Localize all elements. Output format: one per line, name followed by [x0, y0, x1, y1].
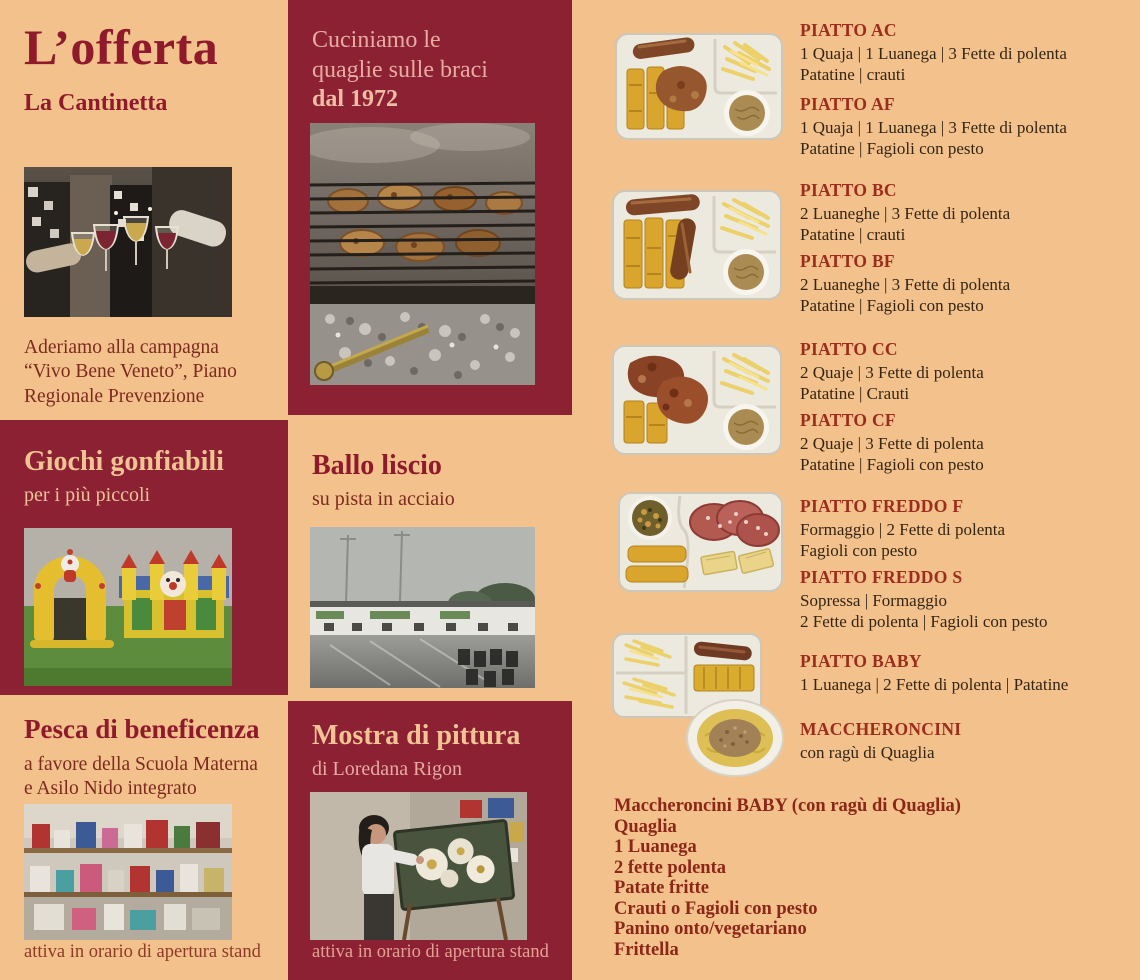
piatto-cc-photo: [612, 345, 782, 455]
extra-item: 1 Luanega: [614, 837, 697, 857]
mostra-photo: [310, 792, 527, 940]
extra-items-list: [614, 796, 1134, 960]
menu-item-piatto-ac: [800, 20, 1140, 85]
ballo-photo: [310, 527, 535, 688]
giochi-heading: Giochi gonfiabili: [24, 446, 224, 477]
menu-item-desc: 1 Quaja | 1 Luanega | 3 Fette di polenta: [800, 118, 1067, 137]
menu-item-desc: Patatine | crauti: [800, 224, 906, 244]
menu-item-name: PIATTO CC: [800, 339, 898, 359]
mostra-sub: di Loredana Rigon: [312, 758, 462, 780]
menu-item-desc: 1 Luanega | 2 Fette di polenta | Patatine: [800, 675, 1069, 694]
menu-item-piatto-bf: [800, 251, 1140, 316]
maccheroncini-photo: [685, 698, 785, 778]
menu-item-desc: 2 Quaje | 3 Fette di polenta: [800, 434, 984, 453]
extra-item: Frittella: [614, 939, 679, 960]
menu-item-desc: Patatine | Fagioli con pesto: [800, 295, 984, 315]
menu-item-piatto-af: [800, 94, 1140, 159]
menu-item-desc: 2 Luaneghe | 3 Fette di polenta: [800, 204, 1011, 223]
extra-item: Patate fritte: [614, 878, 710, 898]
menu-item-desc: Patatine | Crauti: [800, 383, 910, 403]
pesca-sub-line1: a favore della Scuola Materna: [24, 754, 258, 775]
extra-item: Panino onto/vegetariano: [614, 919, 807, 939]
piatto-freddo-photo: [618, 492, 783, 592]
menu-item-piatto-baby: [800, 651, 1140, 696]
mostra-caption: attiva in orario di apertura stand: [312, 942, 549, 962]
pesca-sub-line2: e Asilo Nido integrato: [24, 778, 197, 799]
menu-item-desc: Formaggio | 2 Fette di polenta: [800, 520, 1006, 539]
menu-item-desc: Sopressa | Formaggio: [800, 591, 947, 610]
menu-item-maccheroncini: [800, 719, 1140, 764]
campaign-note: [24, 336, 237, 409]
menu-item-piatto-cf: [800, 410, 1140, 475]
menu-item-desc: 2 Luaneghe | 3 Fette di polenta: [800, 275, 1011, 294]
cuciniamo-line2: quaglie sulle braci: [312, 56, 488, 83]
menu-item-name: PIATTO FREDDO F: [800, 496, 964, 516]
piatto-ac-photo: [615, 33, 783, 140]
menu-item-name: PIATTO AC: [800, 20, 897, 40]
menu-item-desc: Fagioli con pesto: [800, 540, 918, 560]
menu-item-name: MACCHERONCINI: [800, 719, 962, 739]
ballo-sub: su pista in acciaio: [312, 488, 455, 510]
extra-item: Maccheroncini BABY (con ragù di Quaglia): [614, 796, 961, 816]
cuciniamo-line1: Cuciniamo le: [312, 27, 441, 53]
menu-item-piatto-cc: [800, 339, 1140, 404]
giochi-photo: [24, 528, 232, 686]
menu-item-name: PIATTO BC: [800, 180, 897, 200]
campaign-note-line1: Aderiamo alla campagna: [24, 337, 219, 358]
extra-item: 2 fette polenta: [614, 857, 726, 878]
menu-item-name: PIATTO BABY: [800, 651, 922, 671]
menu-item-piatto-freddo-s: [800, 567, 1140, 632]
menu-item-desc: 2 Quaje | 3 Fette di polenta: [800, 363, 984, 382]
pesca-sub: [24, 753, 258, 801]
menu-item-name: PIATTO CF: [800, 410, 896, 430]
cuciniamo-line3: dal 1972: [312, 86, 399, 112]
menu-item-desc: Patatine | crauti: [800, 64, 906, 84]
menu-item-desc: 1 Quaja | 1 Luanega | 3 Fette di polenta: [800, 44, 1067, 63]
pesca-caption: attiva in orario di apertura stand: [24, 942, 261, 962]
pesca-heading: Pesca di beneficenza: [24, 714, 260, 744]
cantinetta-photo: [24, 167, 232, 317]
pesca-photo: [24, 804, 232, 940]
page-title: L’offerta: [24, 19, 219, 75]
menu-item-desc: con ragù di Quaglia: [800, 743, 935, 762]
menu-item-name: PIATTO AF: [800, 94, 895, 114]
cantinetta-heading: La Cantinetta: [24, 90, 168, 116]
menu-item-desc: Patatine | Fagioli con pesto: [800, 454, 984, 474]
giochi-sub: per i più piccoli: [24, 484, 151, 506]
menu-item-name: PIATTO FREDDO S: [800, 567, 963, 587]
grill-photo: [310, 123, 535, 385]
piatto-bc-photo: [612, 190, 782, 300]
cuciniamo-text: [312, 26, 488, 115]
menu-item-desc: 2 Fette di polenta | Fagioli con pesto: [800, 611, 1048, 631]
ballo-heading: Ballo liscio: [312, 450, 442, 481]
campaign-note-line3: Regionale Prevenzione: [24, 385, 205, 407]
menu-item-name: PIATTO BF: [800, 251, 895, 271]
menu-item-desc: Patatine | Fagioli con pesto: [800, 138, 984, 158]
menu-item-piatto-bc: [800, 180, 1140, 245]
extra-item: Quaglia: [614, 816, 677, 837]
extra-item: Crauti o Fagioli con pesto: [614, 898, 818, 919]
menu-item-piatto-freddo-f: [800, 496, 1140, 561]
campaign-note-line2: “Vivo Bene Veneto”, Piano: [24, 361, 237, 383]
mostra-heading: Mostra di pittura: [312, 720, 521, 751]
